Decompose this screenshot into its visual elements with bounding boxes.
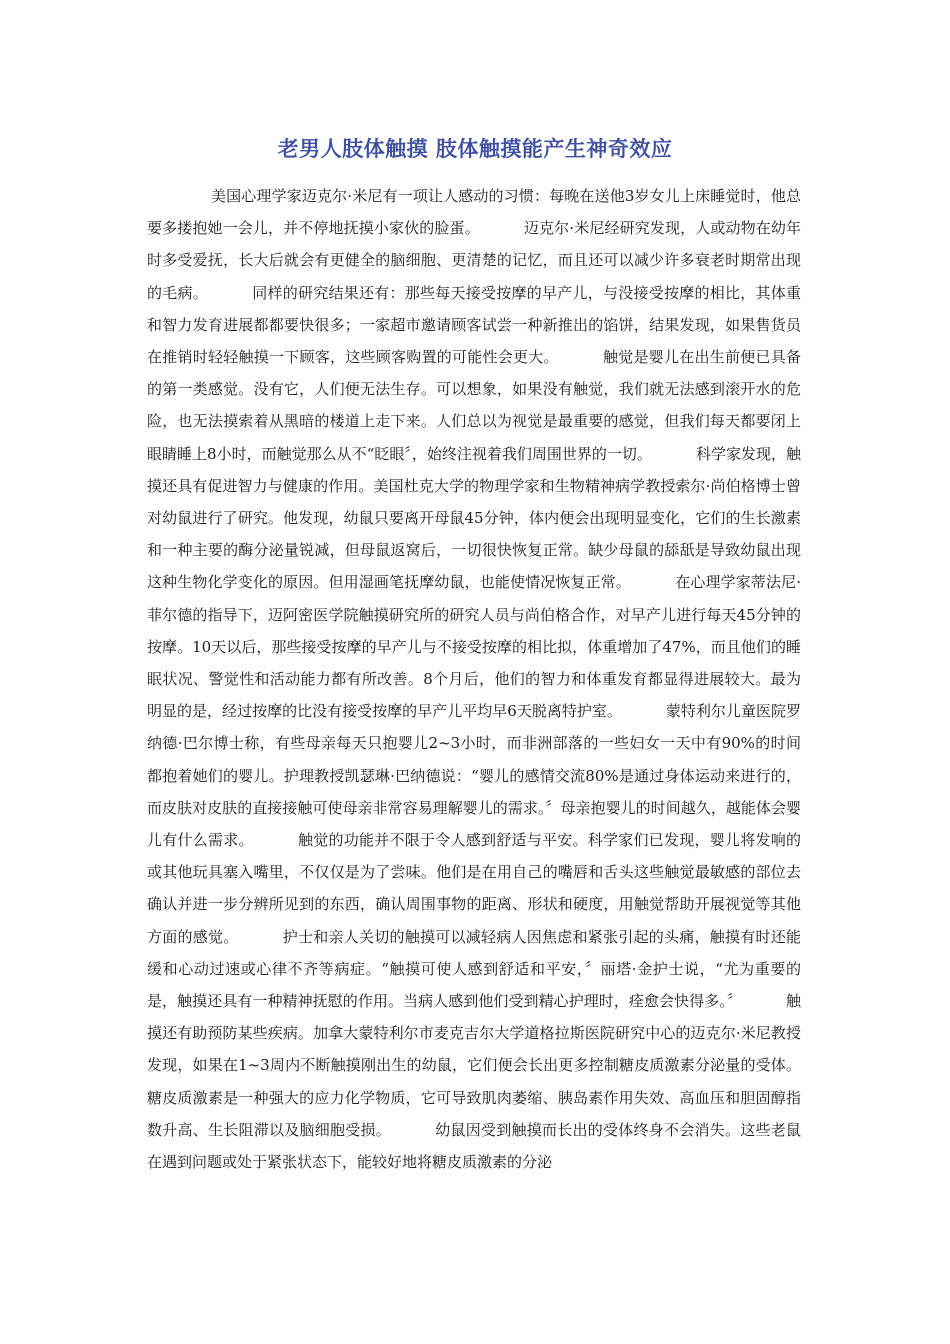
paragraph: 触摸还有助预防某些疾病。加拿大蒙特利尔市麦克吉尔大学道格拉斯医院研究中心的迈克尔·米尼教授发现，如果在1~3周内不断触摸刚出生的幼鼠，它们便会长出更多控制糖皮质激素分泌量的受体。糖皮质激素是一种强大的应力化学物质，它可导致肌肉萎缩、胰岛素作用失效、高血压和胆固醇指数升高、生长阻滞以及脑细胞受损。 bbox=[147, 992, 801, 1139]
paragraph: 触觉是婴儿在出生前便已具备的第一类感觉。没有它，人们便无法生存。可以想象，如果没有触觉，我们就无法感到滚开水的危险，也无法摸索着从黑暗的楼道上走下来。人们总以为视觉是最重要的感觉，但我们每天都要闭上眼睛睡上8小时，而触觉那么从不“眨眼〞，始终注视着我们周围世界的一切。 bbox=[147, 348, 801, 463]
paragraph: 在心理学家蒂法尼·菲尔德的指导下，迈阿密医学院触摸研究所的研究人员与尚伯格合作，对早产儿进行每天45分钟的按摩。10天以后，那些接受按摩的早产儿与不接受按摩的相比拟，体重增加了47%，而且他们的睡眠状况、警觉性和活动能力都有所改善。8个月后，他们的智力和体重发育都显得进展较大。最为明显的是，经过按摩的比没有接受按摩的早产儿平均早6天脱离特护室。 bbox=[147, 573, 801, 721]
paragraph: 美国心理学家迈克尔·米尼有一项让人感动的习惯：每晚在送他3岁女儿上床睡觉时，他总要多搂抱她一会儿，并不停地抚摸小家伙的脸蛋。 bbox=[147, 187, 801, 238]
paragraph: 蒙特利尔儿童医院罗纳德·巴尔博士称，有些母亲每天只抱婴儿2~3小时，而非洲部落的一些妇女一天中有90%的时间都抱着她们的婴儿。护理教授凯瑟琳·巴纳德说：“婴儿的感情交流80%是通过身体运动来进行的，而皮肤对皮肤的直接接触可使母亲非常容易理解婴儿的需求。〞母亲抱婴儿的时间越久，越能体会婴儿有什么需求。 bbox=[147, 702, 801, 850]
paragraph: 触觉的功能并不限于令人感到舒适与平安。科学家们已发现，婴儿将发响的或其他玩具塞入嘴里，不仅仅是为了尝味。他们是在用自己的嘴唇和舌头这些触觉最敏感的部位去确认并进一步分辨所见到的东西，确认周围事物的距离、形状和硬度，用触觉帮助开展视觉等其他方面的感觉。 bbox=[147, 831, 801, 946]
paragraph: 同样的研究结果还有：那些每天接受按摩的早产儿，与没接受按摩的相比，其体重和智力发育进展都都要快很多；一家超市邀请顾客试尝一种新推出的馅饼，结果发现，如果售货员在推销时轻轻触摸一下顾客，这些顾客购置的可能性会更大。 bbox=[147, 283, 801, 367]
paragraph: 幼鼠因受到触摸而长出的受体终身不会消失。这些老鼠在遇到问题或处于紧张状态下，能较好地将糖皮质激素的分泌 bbox=[147, 1120, 801, 1172]
paragraph: 科学家发现，触摸还具有促进智力与健康的作用。美国杜克大学的物理学家和生物精神病学教授索尔·尚伯格博士曾对幼鼠进行了研究。他发现，幼鼠只要离开母鼠45分钟，体内便会出现明显变化，它们的生长激素和一种主要的酶分泌量锐减，但母鼠返窝后，一切很快恢复正常。缺少母鼠的舔舐是导致幼鼠出现这种生物化学变化的原因。但用湿画笔抚摩幼鼠，也能使情况恢复正常。 bbox=[147, 444, 801, 592]
paragraph: 迈克尔·米尼经研究发现，人或动物在幼年时多受爱抚，长大后就会有更健全的脑细胞、更清楚的记忆，而且还可以减少许多衰老时期常出现的毛病。 bbox=[147, 219, 801, 302]
document-title: 老男人肢体触摸 肢体触摸能产生神奇效应 bbox=[277, 137, 673, 161]
paragraph: 护士和亲人关切的触摸可以减轻病人因焦虑和紧张引起的头痛，触摸有时还能缓和心动过速或心律不齐等病症。“触摸可使人感到舒适和平安，〞丽塔·金护士说，“尤为重要的是，触摸还具有一种精神抚慰的作用。当病人感到他们受到精心护理时，痊愈会快得多。〞 bbox=[147, 927, 801, 1011]
document-body bbox=[147, 180, 801, 1178]
